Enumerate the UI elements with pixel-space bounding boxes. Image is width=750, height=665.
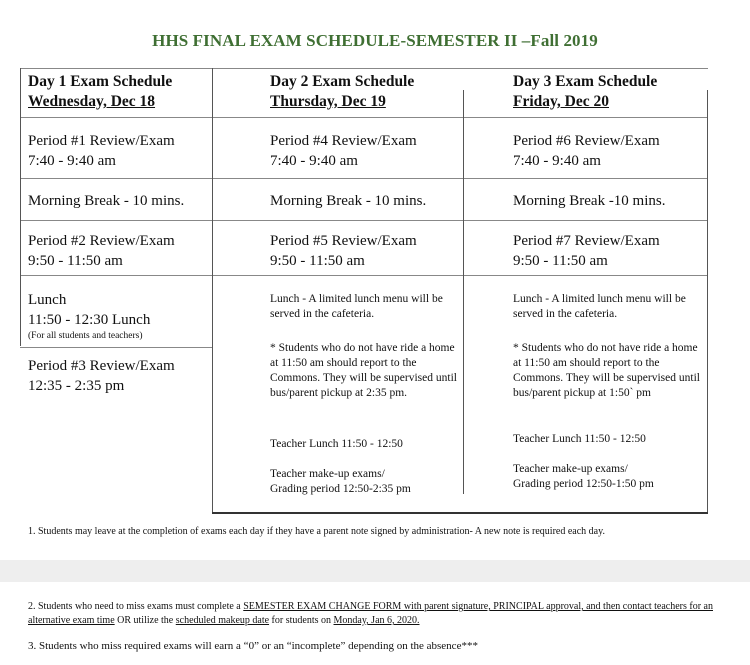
day1-header: [28, 72, 172, 112]
day1-session1-name: Period #1 Review/Exam: [28, 133, 175, 149]
day1-break: Morning Break - 10 mins.: [28, 193, 185, 209]
day2-date: Thursday, Dec 19: [270, 93, 386, 110]
day3-ride-line2: at 11:50 am should report to the: [513, 357, 660, 369]
note-2-text-c: OR utilize the: [114, 615, 176, 626]
day1-title: Day 1 Exam Schedule: [28, 73, 173, 90]
day2-session1-name: Period #4 Review/Exam: [270, 133, 417, 149]
day2-ride-line1: * Students who do not have ride a home: [270, 342, 455, 354]
day2-session1-time: 7:40 - 9:40 am: [270, 153, 358, 169]
page-title: HHS FINAL EXAM SCHEDULE-SEMESTER II –Fall 2019: [152, 31, 598, 50]
day1-session3-name: Period #3 Review/Exam: [28, 358, 175, 374]
row-rule-2: [20, 178, 708, 179]
day3-lunch-line1: Lunch - A limited lunch menu will be: [513, 293, 686, 305]
note-2-text-a: 2. Students who need to miss exams must complete a: [28, 601, 244, 612]
day2-session1: [270, 131, 417, 171]
row-rule-3: [20, 220, 708, 221]
row-rule-4: [20, 275, 708, 276]
day1-session1: [28, 131, 175, 171]
day1-lunch-label: Lunch: [28, 292, 67, 308]
col-rule-right: [707, 90, 708, 512]
day1-session2-time: 9:50 - 11:50 am: [28, 253, 123, 269]
day2-makeup-line1: Teacher make-up exams/: [270, 468, 385, 480]
day3-lunch-line2: served in the cafeteria.: [513, 308, 618, 320]
day1-lunch-time: 11:50 - 12:30 Lunch: [28, 312, 151, 328]
day2-header: [270, 72, 414, 112]
day3-session1: [513, 131, 660, 171]
day3-header: [513, 72, 657, 112]
day3-session2-time: 9:50 - 11:50 am: [513, 253, 608, 269]
day1-session2: [28, 231, 175, 271]
day3-teacher-lunch: Teacher Lunch 11:50 - 12:50: [513, 433, 646, 445]
note-1: 1. Students may leave at the completion of exams each day if they have a parent note signed by administration- A new note is required each day.: [28, 526, 605, 537]
day1-session3: [28, 356, 175, 396]
day1-session1-time: 7:40 - 9:40 am: [28, 153, 116, 169]
note-2-text-e: for students on: [269, 615, 334, 626]
col-rule-1: [212, 68, 213, 512]
day2-lunch-info: [270, 292, 443, 322]
table-bottom-rule: [212, 512, 708, 514]
day2-title: Day 2 Exam Schedule: [270, 73, 415, 90]
day1-session3-time: 12:35 - 2:35 pm: [28, 378, 125, 394]
day1-lunch: [28, 290, 150, 343]
day3-ride-line3: Commons. They will be supervised until: [513, 372, 700, 384]
row-rule-1: [20, 117, 708, 118]
day3-session1-time: 7:40 - 9:40 am: [513, 153, 601, 169]
note-2: [28, 600, 728, 628]
day2-ride-line4: bus/parent pickup at 2:35 pm.: [270, 387, 408, 399]
table-top-rule: [20, 68, 708, 69]
day3-makeup: [513, 462, 654, 492]
notes-page: [0, 582, 750, 665]
day2-ride-line3: Commons. They will be supervised until: [270, 372, 457, 384]
day3-lunch-info: [513, 292, 686, 322]
day2-lunch-line1: Lunch - A limited lunch menu will be: [270, 293, 443, 305]
day2-makeup-line2: Grading period 12:50-2:35 pm: [270, 483, 411, 495]
day3-ride-line4: bus/parent pickup at 1:50` pm: [513, 387, 651, 399]
day3-ride-line1: * Students who do not have ride a home: [513, 342, 698, 354]
day2-ride-note: [270, 341, 457, 401]
day2-ride-line2: at 11:50 am should report to the: [270, 357, 417, 369]
note-2-makeup-date: scheduled makeup date: [175, 615, 270, 626]
day1-date: Wednesday, Dec 18: [28, 93, 156, 110]
day3-date: Friday, Dec 20: [513, 93, 609, 110]
col-rule-2: [463, 90, 464, 494]
day3-makeup-line1: Teacher make-up exams/: [513, 463, 628, 475]
day2-session2: [270, 231, 417, 271]
note-2-change-form: SEMESTER EXAM CHANGE FORM with parent signature, PRINCIPAL approval, and then contact teachers for an alternative exam time: [28, 601, 713, 626]
day2-makeup: [270, 467, 411, 497]
note-3: 3. Students who miss required exams will earn a “0” or an “incomplete” depending on the absence***: [28, 640, 478, 652]
day2-teacher-lunch: Teacher Lunch 11:50 - 12:50: [270, 438, 403, 450]
day1-lunch-note: (For all students and teachers): [28, 331, 143, 341]
note-2-date: Monday, Jan 6, 2020.: [333, 615, 420, 626]
day2-session2-time: 9:50 - 11:50 am: [270, 253, 365, 269]
day3-makeup-line2: Grading period 12:50-1:50 pm: [513, 478, 654, 490]
day2-session2-name: Period #5 Review/Exam: [270, 233, 417, 249]
lunch-rule-day1: [20, 347, 213, 348]
day2-break: Morning Break - 10 mins.: [270, 193, 427, 209]
day2-lunch-line2: served in the cafeteria.: [270, 308, 375, 320]
day3-session2-name: Period #7 Review/Exam: [513, 233, 660, 249]
day3-title: Day 3 Exam Schedule: [513, 73, 658, 90]
day1-session2-name: Period #2 Review/Exam: [28, 233, 175, 249]
col-rule-left: [20, 68, 21, 346]
day3-session2: [513, 231, 660, 271]
day3-ride-note: [513, 341, 700, 401]
day3-break: Morning Break -10 mins.: [513, 193, 666, 209]
day3-session1-name: Period #6 Review/Exam: [513, 133, 660, 149]
